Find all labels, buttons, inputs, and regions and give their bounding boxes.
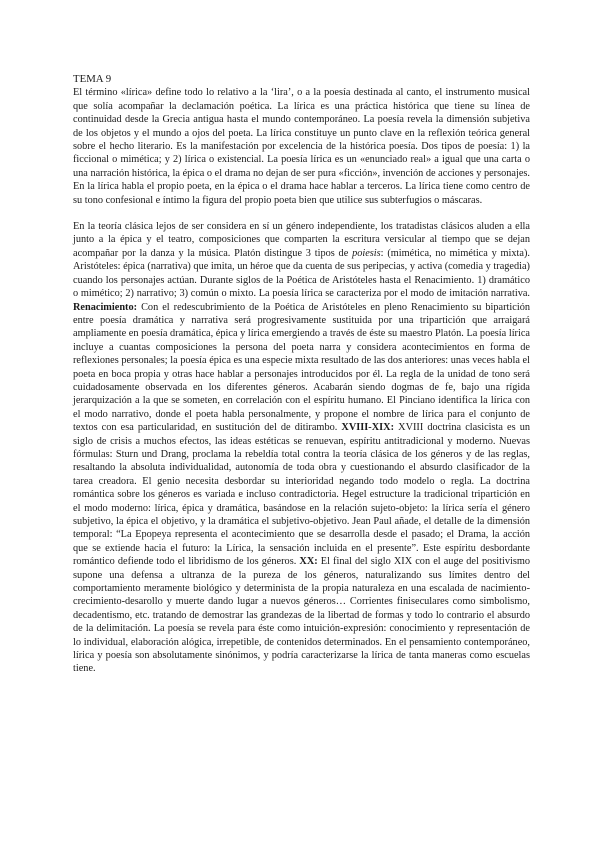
section-label-renacimiento: Renacimiento: xyxy=(73,301,138,313)
paragraph-text: XVIII doctrina clasicista es un siglo de crisis a muchos efectos, las ideas estéticas se renuevan, espíritu antitradicional y moderno. Nuevas fórmulas: Sturn und Drang, proclama la rebeldía total contra la teoría clásica de los géneros y de las reglas, resaltando la absoluta individualidad, autonomía de toda obra y cuestionando el absurdo clasificador de la tarea creadora. El genio necesita desbordar su interioridad negando todo modelo o regla. La doctrina romántica sobre los géneros es variada e incluso contradictoria. Hegel estructure la tradicional tripartición en el modo moderno: lírica, épica y dramática, basándose en la relación sujeto-objeto: la lírica sería el género subjetivo, la épica el objetivo, y la dramática el subjetivo-objetivo. Jean Paul añade, el detalle de la dimensión temporal: “La Epopeya representa el acontecimiento que se desarrolla desde el pasado; el Drama, la acción que se extiende hacia el futuro: la Lírica, la sensación incluida en el presente”. Este espíritu desbordante romántico defiende todo el libridismo de los géneros. xyxy=(73,422,530,568)
paragraph-text: : (mimética, no mimética y mixta). Aristóteles: épica (narrativa) que imita, un héroe que da cuenta de sus peripecias, y activa (comedia y tragedia) cuando los personajes actúan. Durante siglos de la Poética de Aristóteles hasta el Renacimiento. 1) dramático o mimético; 2) narrativo; 3) común o mixto. La poesía lírica se caracteriza por el modo de imitación narrativa. xyxy=(73,247,530,300)
paragraph-history xyxy=(73,220,530,676)
document-page xyxy=(73,73,530,676)
paragraph-text: El final del siglo XIX con el auge del positivismo supone una defensa a ultranza de la pureza de los géneros, naturalizando sus límites dentro del comportamiento meramente biológico y determinista de la propia naturaleza en una escalada de nacimiento-crecimiento-desarollo y muerte dando lugar a nuevos géneros… Corrientes finiseculares como simbolismo, decadentismo, etc. tratando de demostrar las grandezas de la libertad de formas y todo lo contrario el absurdo de la delimitación. La poesía se revela para éste como intuición-expresión: conocimiento y representación de lo individual, elaboración alógica, irrepetible, de contenidos determinados. En el pensamiento contemporáneo, lírica y poesía son absolutamente sinónimos, y podría caracterizarse la lírica de tanta maneras como escuelas tiene. xyxy=(73,556,530,675)
paragraph-text: En la teoría clásica lejos de ser considera en sí un género independiente, los tratadistas clásicos aluden a ella junto a la épica y el teatro, composiciones que comparten la escritura versicular al tiempo que se dejan acompañar por la danza y la música. Platón distingue 3 tipos de xyxy=(73,221,530,259)
section-label-xviii-xix: XVIII-XIX: xyxy=(341,422,395,434)
paragraph-text: Con el redescubrimiento de la Poética de Aristóteles en pleno Renacimiento su bipartición entre poesía dramática y narrativa será progresivamente sustituida por una tripartición que arraigará ampliamente en poesía dramática, épica y lírica emergiendo a través de éste su maestro Platón. La poesía lírica incluye a cuantas composiciones la persona del poeta narra y considera acontecimientos en forma de reflexiones personales; la poesía épica es una especie mixta resultado de las dos anteriores: unas veces habla el poeta en boca propia y otras hace hablar a personajes introducidos por él. La regla de la unidad de tono será cuidadosamente observada en los diferentes géneros. Acabarán siendo dogmas de fe, bajo una rígida jerarquización a la que se someten, en correlación con el espíritu humano. El Pinciano identifica la lírica con el modo narrativo, donde el poeta habla personalmente, y propone el nombre de lírica para el conjunto de textos con esa particularidad, en sustitución del de ditirambo. xyxy=(73,301,530,434)
italic-term-poiesis: poiesis xyxy=(352,247,381,259)
paragraph-text: El término «lírica» define todo lo relativo a la ‘lira’, o a la poesía destinada al canto, el instrumento musical que solía acompañar la declamación poética. La lírica es una práctica histórica que tiene su línea de continuidad desde la Grecia antigua hasta el mundo contemporáneo. La poesía revela la dimensión subjetiva de los objetos y el mundo a ojos del poeta. La lírica constituye un punto clave en la reflexión teórica general sobre el hecho literario. Es la manifestación por excelencia de la histórica poesía. Dos tipos de poesía: 1) la ficcional o mimética; y 2) lírica o existencial. La poesía lírica es un «enunciado real» a igual que una carta o una narración histórica, la épica o el drama no dejan de ser pura «ficción», invención de acciones y personajes. En la lírica habla el propio poeta, en la épica o el drama hace hablar a terceros. La lírica tiene como centro de su tono confesional e íntimo la figura del propio poeta bien que utilice sus subterfugios o máscaras. xyxy=(73,87,530,206)
section-label-xx: XX: xyxy=(299,556,318,568)
paragraph-intro xyxy=(73,86,530,207)
document-title: TEMA 9 xyxy=(73,73,112,85)
